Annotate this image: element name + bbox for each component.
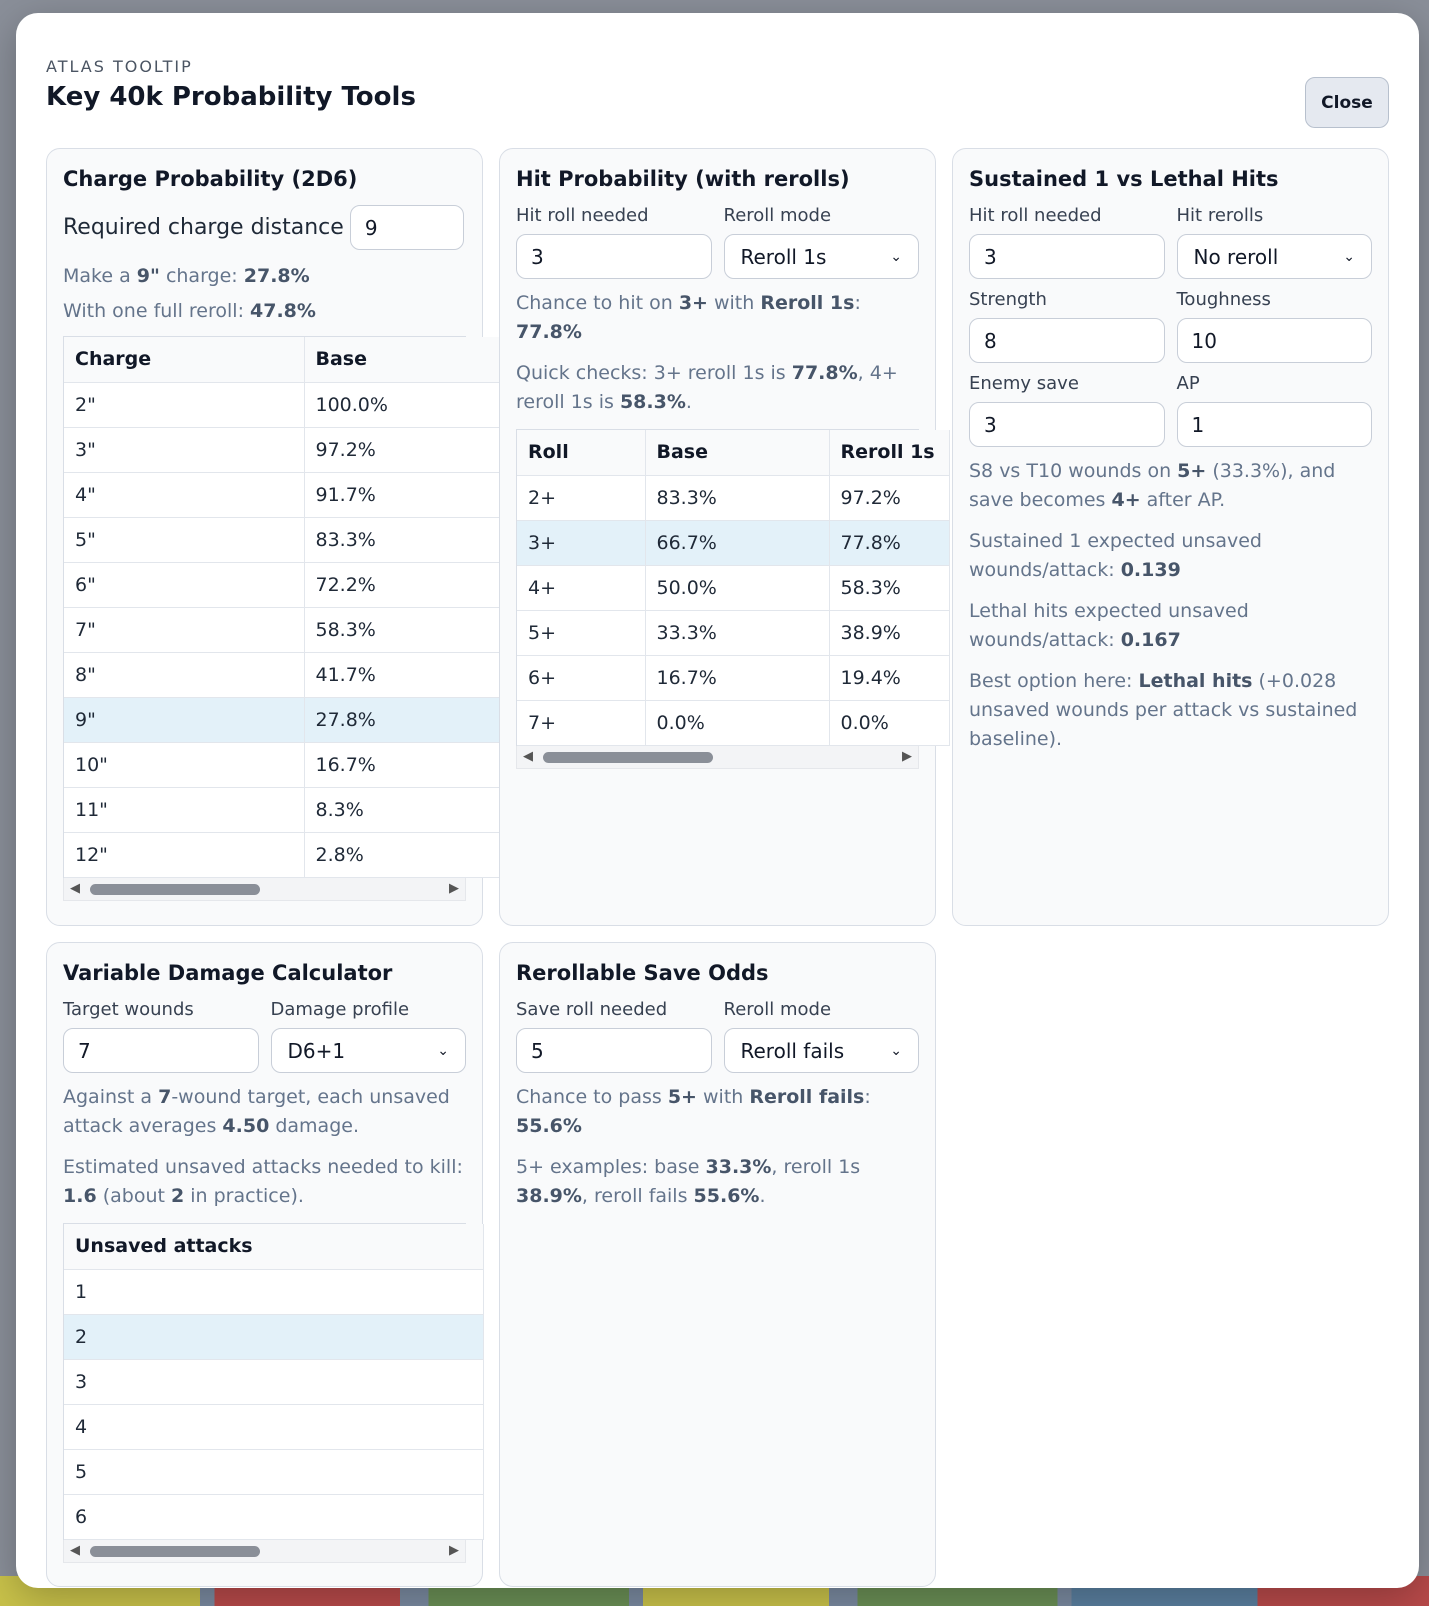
toughness-input[interactable] [1177, 318, 1373, 363]
enemy-save-label: Enemy save [969, 373, 1079, 394]
table-row [64, 1494, 484, 1539]
table-cell: 83.3% [645, 475, 829, 520]
table-cell: 50.0% [645, 565, 829, 610]
damage-table-scrollbar[interactable] [63, 1540, 466, 1563]
table-row [517, 610, 949, 655]
chevron-down-icon: ⌄ [437, 1042, 449, 1059]
ap-input[interactable] [1177, 402, 1373, 447]
table-row [64, 742, 504, 787]
table-cell: 0.0% [829, 700, 949, 745]
scroll-right-icon[interactable]: ▶ [449, 1542, 459, 1558]
table-cell: 33.3% [645, 610, 829, 655]
table-cell: 11" [64, 787, 304, 832]
column-header: Unsaved attacks [64, 1224, 484, 1269]
table-cell: 7+ [517, 700, 645, 745]
table-row [64, 1404, 484, 1449]
hit-roll-label: Hit roll needed [516, 205, 649, 226]
hit-rerolls-label: Hit rerolls [1176, 205, 1264, 226]
target-wounds-input[interactable] [63, 1028, 259, 1073]
table-cell: 4 [64, 1404, 484, 1449]
save-roll-input[interactable] [516, 1028, 712, 1073]
save-card-title: Rerollable Save Odds [516, 961, 769, 985]
table-cell: 66.7% [645, 520, 829, 565]
table-cell: 8.3% [304, 787, 504, 832]
table-cell: 5" [64, 517, 304, 562]
table-row [64, 1359, 484, 1404]
rerollable-save-card [499, 942, 936, 1587]
table-row [64, 562, 504, 607]
table-row [517, 475, 949, 520]
chevron-down-icon: ⌄ [1343, 248, 1355, 265]
table-cell: 8" [64, 652, 304, 697]
table-cell: 100.0% [304, 382, 504, 427]
charge-reroll-result: With one full reroll: 47.8% [63, 300, 316, 322]
close-button[interactable]: Close [1305, 77, 1389, 128]
hit-roll-input[interactable] [516, 234, 712, 279]
sustained-expected: Sustained 1 expected unsaved wounds/attack: 0.139 [969, 530, 1262, 581]
modal-header [46, 43, 1389, 148]
table-row [517, 565, 949, 610]
scroll-thumb[interactable] [543, 752, 713, 763]
table-cell: 38.9% [829, 610, 949, 655]
tooltip-modal [16, 13, 1419, 1588]
charge-probability-card [46, 148, 483, 926]
charge-distance-input[interactable] [350, 205, 464, 250]
table-cell: 41.7% [304, 652, 504, 697]
hit-quick-checks: Quick checks: 3+ reroll 1s is 77.8%, 4+ reroll 1s is 58.3%. [516, 362, 898, 413]
table-cell: 97.2% [829, 475, 949, 520]
table-cell: 58.3% [829, 565, 949, 610]
strength-label: Strength [969, 289, 1047, 310]
scroll-thumb[interactable] [90, 1546, 260, 1557]
table-row [64, 472, 504, 517]
sustained-hit-input[interactable] [969, 234, 1165, 279]
table-cell: 4" [64, 472, 304, 517]
enemy-save-input[interactable] [969, 402, 1165, 447]
table-cell: 4+ [517, 565, 645, 610]
table-cell: 77.8% [829, 520, 949, 565]
table-row [64, 1314, 484, 1359]
scroll-right-icon[interactable]: ▶ [902, 748, 912, 764]
table-cell: 3" [64, 427, 304, 472]
save-reroll-mode-select[interactable]: Reroll fails ⌄ [724, 1028, 920, 1073]
charge-card-title: Charge Probability (2D6) [63, 167, 358, 191]
modal-title: Key 40k Probability Tools [46, 82, 416, 112]
table-cell: 7" [64, 607, 304, 652]
toughness-label: Toughness [1176, 289, 1271, 310]
table-row [64, 1269, 484, 1314]
scroll-left-icon[interactable]: ◀ [70, 1542, 80, 1558]
hit-card-title: Hit Probability (with rerolls) [516, 167, 850, 191]
table-cell: 1 [64, 1269, 484, 1314]
damage-estimate: Estimated unsaved attacks needed to kill: 1.6 (about 2 in practice). [63, 1156, 463, 1207]
tools-grid [46, 148, 1389, 1587]
save-chance-result: Chance to pass 5+ with Reroll fails: 55.6% [516, 1086, 871, 1137]
table-cell: 2" [64, 382, 304, 427]
damage-average: Against a 7-wound target, each unsaved attack averages 4.50 damage. [63, 1086, 450, 1137]
charge-table-scrollbar[interactable] [63, 878, 466, 901]
damage-table-wrap [63, 1223, 466, 1540]
table-cell: 5+ [517, 610, 645, 655]
sustained-vs-lethal-card [952, 148, 1389, 926]
table-cell: 2+ [517, 475, 645, 520]
hit-rerolls-select[interactable]: No reroll ⌄ [1177, 234, 1373, 279]
column-header: Charge [64, 337, 304, 382]
table-cell: 91.7% [304, 472, 504, 517]
table-cell: 3+ [517, 520, 645, 565]
table-cell: 5 [64, 1449, 484, 1494]
charge-result: Make a 9" charge: 27.8% [63, 265, 310, 287]
table-row [64, 607, 504, 652]
table-row [64, 832, 504, 877]
modal-eyebrow: ATLAS TOOLTIP [46, 57, 193, 76]
table-row [64, 697, 504, 742]
charge-table [64, 337, 505, 878]
scroll-left-icon[interactable]: ◀ [70, 880, 80, 896]
table-row [64, 787, 504, 832]
table-row [517, 700, 949, 745]
hit-table-wrap [516, 429, 935, 746]
sustained-card-title: Sustained 1 vs Lethal Hits [969, 167, 1279, 191]
table-cell: 27.8% [304, 697, 504, 742]
damage-profile-label: Damage profile [270, 999, 410, 1020]
variable-damage-card [46, 942, 483, 1587]
column-header: Roll [517, 430, 645, 475]
table-cell: 19.4% [829, 655, 949, 700]
hit-reroll-mode-label: Reroll mode [723, 205, 832, 226]
damage-card-title: Variable Damage Calculator [63, 961, 393, 985]
save-examples: 5+ examples: base 33.3%, reroll 1s 38.9%, reroll fails 55.6%. [516, 1156, 861, 1207]
table-cell: 6" [64, 562, 304, 607]
save-reroll-mode-label: Reroll mode [723, 999, 832, 1020]
wound-summary: S8 vs T10 wounds on 5+ (33.3%), and save becomes 4+ after AP. [969, 460, 1336, 511]
table-row [64, 1449, 484, 1494]
target-wounds-label: Target wounds [63, 999, 194, 1020]
table-cell: 6 [64, 1494, 484, 1539]
table-cell: 6+ [517, 655, 645, 700]
hit-probability-card [499, 148, 936, 926]
chevron-down-icon: ⌄ [890, 248, 902, 265]
table-row [64, 382, 504, 427]
table-cell: 9" [64, 697, 304, 742]
scroll-right-icon[interactable]: ▶ [449, 880, 459, 896]
table-row [517, 655, 949, 700]
save-roll-label: Save roll needed [516, 999, 668, 1020]
damage-profile-select[interactable]: D6+1 ⌄ [271, 1028, 467, 1073]
scroll-left-icon[interactable]: ◀ [523, 748, 533, 764]
scroll-thumb[interactable] [90, 884, 260, 895]
hit-table [517, 430, 950, 746]
table-row [64, 652, 504, 697]
table-cell: 58.3% [304, 607, 504, 652]
table-cell: 16.7% [645, 655, 829, 700]
column-header: Base [645, 430, 829, 475]
table-cell: 10" [64, 742, 304, 787]
table-row [64, 427, 504, 472]
lethal-expected: Lethal hits expected unsaved wounds/attack: 0.167 [969, 600, 1249, 651]
table-cell: 12" [64, 832, 304, 877]
table-cell: 0.0% [645, 700, 829, 745]
table-cell: 2.8% [304, 832, 504, 877]
chevron-down-icon: ⌄ [890, 1042, 902, 1059]
best-option: Best option here: Lethal hits (+0.028 unsaved wounds per attack vs sustained baseline). [969, 670, 1358, 750]
ap-label: AP [1176, 373, 1200, 394]
table-cell: 2 [64, 1314, 484, 1359]
hit-chance-result: Chance to hit on 3+ with Reroll 1s: 77.8% [516, 292, 861, 343]
table-cell: 72.2% [304, 562, 504, 607]
table-cell: 16.7% [304, 742, 504, 787]
column-header: Base [304, 337, 504, 382]
hit-table-scrollbar[interactable] [516, 746, 919, 769]
table-cell: 3 [64, 1359, 484, 1404]
charge-table-wrap [63, 336, 466, 878]
column-header: Reroll 1s [829, 430, 949, 475]
hit-reroll-mode-select[interactable]: Reroll 1s ⌄ [724, 234, 920, 279]
damage-table [64, 1224, 484, 1540]
table-cell: 83.3% [304, 517, 504, 562]
table-cell: 97.2% [304, 427, 504, 472]
table-row [64, 517, 504, 562]
strength-input[interactable] [969, 318, 1165, 363]
sustained-hit-label: Hit roll needed [969, 205, 1102, 226]
charge-distance-label: Required charge distance [63, 215, 344, 240]
table-row [517, 520, 949, 565]
